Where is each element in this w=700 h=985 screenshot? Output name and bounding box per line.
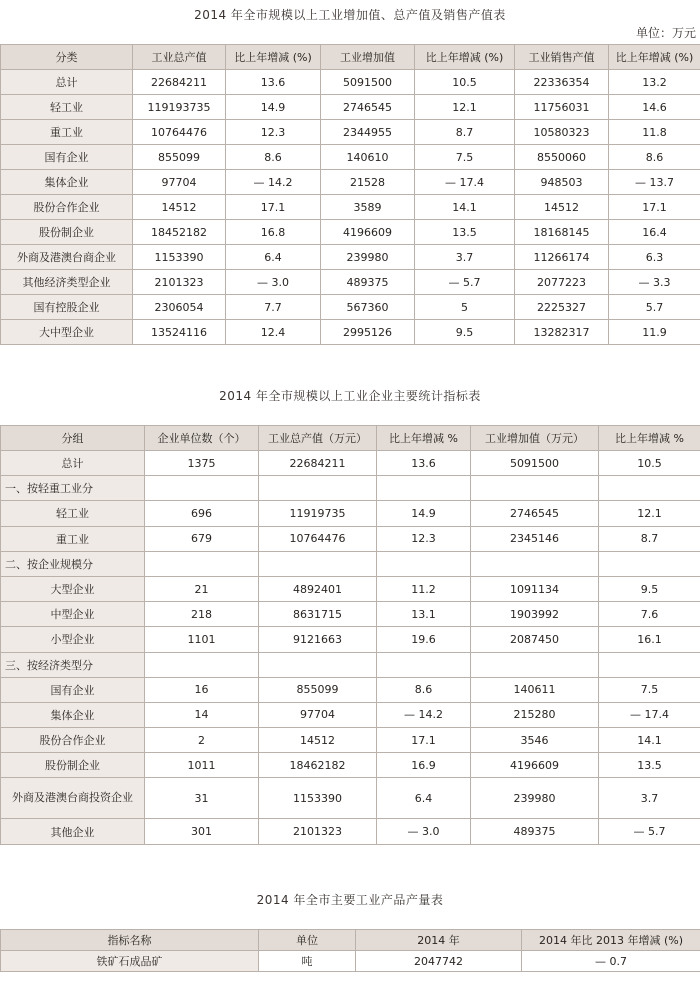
- column-header: 比上年增减 %: [599, 426, 700, 451]
- table-cell: 948503: [515, 170, 609, 195]
- table-cell: 5091500: [321, 70, 415, 95]
- row-label: 国有企业: [1, 145, 133, 170]
- table-cell: 2746545: [321, 95, 415, 120]
- column-header: 指标名称: [1, 930, 259, 951]
- table-row: [1, 145, 700, 170]
- table-cell: — 5.7: [415, 270, 515, 295]
- table-cell: 2225327: [515, 295, 609, 320]
- table-row: [1, 220, 700, 245]
- empty-cell: [599, 476, 700, 501]
- table-cell: 9.5: [599, 576, 700, 601]
- table-cell: 6.4: [226, 245, 321, 270]
- row-label: 股份制企业: [1, 220, 133, 245]
- row-label: 其他企业: [1, 819, 145, 844]
- table-cell: 10764476: [259, 526, 377, 551]
- table-row: [1, 677, 700, 702]
- table-cell: 10.5: [599, 451, 700, 476]
- table-cell: 696: [145, 501, 259, 526]
- column-header: 工业增加值: [321, 45, 415, 70]
- column-header: 比上年增减 (%): [609, 45, 700, 70]
- column-header: 2014 年: [356, 930, 522, 951]
- column-header: 工业销售产值: [515, 45, 609, 70]
- row-label: 中型企业: [1, 602, 145, 627]
- table-cell: 11.2: [377, 576, 471, 601]
- row-label: 铁矿石成品矿: [1, 951, 259, 972]
- table-cell: 2995126: [321, 320, 415, 345]
- table-cell: 7.6: [599, 602, 700, 627]
- table-cell: 14512: [259, 728, 377, 753]
- table-cell: 8.7: [415, 120, 515, 145]
- table-cell: 3.7: [599, 778, 700, 819]
- row-label: 国有控股企业: [1, 295, 133, 320]
- table-cell: 16.9: [377, 753, 471, 778]
- table-row: [1, 245, 700, 270]
- empty-cell: [471, 551, 599, 576]
- table-row: [1, 270, 700, 295]
- table-cell: 4892401: [259, 576, 377, 601]
- table-cell: 18462182: [259, 753, 377, 778]
- table-cell: 301: [145, 819, 259, 844]
- row-label: 外商及港澳台商投资企业: [1, 778, 145, 819]
- table-cell: 16.1: [599, 627, 700, 652]
- table-cell: 17.1: [377, 728, 471, 753]
- table-row: [1, 170, 700, 195]
- table-industrial-output: [0, 44, 700, 345]
- table-cell: 22684211: [133, 70, 226, 95]
- row-label: 国有企业: [1, 677, 145, 702]
- table-cell: 97704: [259, 702, 377, 727]
- table-cell: 9121663: [259, 627, 377, 652]
- empty-cell: [377, 476, 471, 501]
- table-cell: 18452182: [133, 220, 226, 245]
- table-cell: 1375: [145, 451, 259, 476]
- empty-cell: [145, 476, 259, 501]
- table-cell: 239980: [471, 778, 599, 819]
- table-row: [1, 951, 700, 972]
- table-cell: 10764476: [133, 120, 226, 145]
- table-cell: 13.1: [377, 602, 471, 627]
- table-cell: 12.3: [226, 120, 321, 145]
- table-cell: — 14.2: [377, 702, 471, 727]
- table-row: [1, 120, 700, 145]
- table-cell: — 14.2: [226, 170, 321, 195]
- empty-cell: [471, 652, 599, 677]
- section-label: 三、按经济类型分: [1, 652, 145, 677]
- row-label: 总计: [1, 70, 133, 95]
- table-cell: 2: [145, 728, 259, 753]
- table-row: [1, 576, 700, 601]
- table-cell: 13.5: [415, 220, 515, 245]
- section-row: [1, 652, 700, 677]
- table-cell: — 5.7: [599, 819, 700, 844]
- row-label: 轻工业: [1, 95, 133, 120]
- table-cell: 11919735: [259, 501, 377, 526]
- table-cell: 140610: [321, 145, 415, 170]
- table-cell: 2345146: [471, 526, 599, 551]
- table-cell: 97704: [133, 170, 226, 195]
- row-label: 外商及港澳台商企业: [1, 245, 133, 270]
- table1-title: 2014 年全市规模以上工业增加值、总产值及销售产值表: [194, 8, 506, 22]
- table-cell: 2746545: [471, 501, 599, 526]
- row-label: 小型企业: [1, 627, 145, 652]
- row-label: 总计: [1, 451, 145, 476]
- table-cell: 7.5: [599, 677, 700, 702]
- row-label: 股份合作企业: [1, 195, 133, 220]
- table-cell: 14: [145, 702, 259, 727]
- row-label: 股份合作企业: [1, 728, 145, 753]
- table-cell: — 3.3: [609, 270, 700, 295]
- row-label: 重工业: [1, 526, 145, 551]
- table-cell: 218: [145, 602, 259, 627]
- table-cell: 2101323: [133, 270, 226, 295]
- empty-cell: [145, 652, 259, 677]
- table-cell: 855099: [259, 677, 377, 702]
- table-cell: 14512: [515, 195, 609, 220]
- table-cell: 4196609: [471, 753, 599, 778]
- table-cell: 14.6: [609, 95, 700, 120]
- table-cell: 9.5: [415, 320, 515, 345]
- column-header: 工业总产值（万元）: [259, 426, 377, 451]
- column-header: 分组: [1, 426, 145, 451]
- table-cell: 8.7: [599, 526, 700, 551]
- table2-title: 2014 年全市规模以上工业企业主要统计指标表: [219, 389, 481, 403]
- table-cell: 14.9: [377, 501, 471, 526]
- table-row: [1, 602, 700, 627]
- table-cell: 1903992: [471, 602, 599, 627]
- column-header: 单位: [259, 930, 356, 951]
- table-cell: — 3.0: [377, 819, 471, 844]
- table-cell: 3589: [321, 195, 415, 220]
- table-cell: 11756031: [515, 95, 609, 120]
- row-label: 大型企业: [1, 576, 145, 601]
- table-cell: 13.6: [377, 451, 471, 476]
- table-cell: 567360: [321, 295, 415, 320]
- table3-title: 2014 年全市主要工业产品产量表: [256, 893, 444, 907]
- table-row: [1, 295, 700, 320]
- empty-cell: [377, 652, 471, 677]
- table-cell: 22684211: [259, 451, 377, 476]
- table-row: [1, 95, 700, 120]
- table-cell: 12.1: [599, 501, 700, 526]
- column-header: 比上年增减 (%): [226, 45, 321, 70]
- table-cell: 489375: [321, 270, 415, 295]
- section-row: [1, 476, 700, 501]
- empty-cell: [259, 551, 377, 576]
- table-cell: 19.6: [377, 627, 471, 652]
- table-cell: 22336354: [515, 70, 609, 95]
- table-cell: — 0.7: [522, 951, 700, 972]
- table-cell: 1091134: [471, 576, 599, 601]
- table-cell: 1153390: [259, 778, 377, 819]
- table-cell: 10.5: [415, 70, 515, 95]
- table-cell: 10580323: [515, 120, 609, 145]
- table-row: [1, 320, 700, 345]
- table-cell: 8.6: [226, 145, 321, 170]
- table-cell: 2087450: [471, 627, 599, 652]
- empty-cell: [599, 551, 700, 576]
- section-label: 二、按企业规模分: [1, 551, 145, 576]
- table-cell: 679: [145, 526, 259, 551]
- table-row: [1, 70, 700, 95]
- table-row: [1, 526, 700, 551]
- table-cell: 7.7: [226, 295, 321, 320]
- table-row: [1, 451, 700, 476]
- row-label: 大中型企业: [1, 320, 133, 345]
- table-cell: 5.7: [609, 295, 700, 320]
- table-row: [1, 819, 700, 844]
- table-cell: 5091500: [471, 451, 599, 476]
- table-cell: 8631715: [259, 602, 377, 627]
- table-row: [1, 753, 700, 778]
- table-cell: 2306054: [133, 295, 226, 320]
- table-cell: — 13.7: [609, 170, 700, 195]
- table-enterprise-indicators: [0, 425, 700, 845]
- row-label: 其他经济类型企业: [1, 270, 133, 295]
- table-cell: 11.8: [609, 120, 700, 145]
- table-row: [1, 778, 700, 819]
- table-cell: 8.6: [609, 145, 700, 170]
- table-cell: 215280: [471, 702, 599, 727]
- table-cell: 14.1: [415, 195, 515, 220]
- row-label: 轻工业: [1, 501, 145, 526]
- table-cell: 12.3: [377, 526, 471, 551]
- table-cell: 14512: [133, 195, 226, 220]
- table-cell: 13.5: [599, 753, 700, 778]
- empty-cell: [471, 476, 599, 501]
- table-cell: 18168145: [515, 220, 609, 245]
- row-label: 重工业: [1, 120, 133, 145]
- table-cell: 14.1: [599, 728, 700, 753]
- table-cell: 3.7: [415, 245, 515, 270]
- row-label: 集体企业: [1, 702, 145, 727]
- table-cell: 3546: [471, 728, 599, 753]
- table-cell: 12.1: [415, 95, 515, 120]
- table-cell: 13524116: [133, 320, 226, 345]
- table-cell: 855099: [133, 145, 226, 170]
- table-cell: 1153390: [133, 245, 226, 270]
- table-cell: 16.8: [226, 220, 321, 245]
- table-cell: 2101323: [259, 819, 377, 844]
- table-cell: 8.6: [377, 677, 471, 702]
- section-row: [1, 551, 700, 576]
- table-row: [1, 728, 700, 753]
- table-cell: 1011: [145, 753, 259, 778]
- table-cell: 13282317: [515, 320, 609, 345]
- table1-unit: 单位：万元: [635, 26, 696, 40]
- row-label: 集体企业: [1, 170, 133, 195]
- table-cell: 5: [415, 295, 515, 320]
- table-cell: 31: [145, 778, 259, 819]
- table-product-output: [0, 929, 700, 972]
- table-cell: 16.4: [609, 220, 700, 245]
- table-cell: 119193735: [133, 95, 226, 120]
- table-cell: 6.3: [609, 245, 700, 270]
- column-header: 工业总产值: [133, 45, 226, 70]
- table-cell: 2344955: [321, 120, 415, 145]
- column-header: 比上年增减 (%): [415, 45, 515, 70]
- row-label: 股份制企业: [1, 753, 145, 778]
- empty-cell: [599, 652, 700, 677]
- table-cell: 21: [145, 576, 259, 601]
- table-row: [1, 702, 700, 727]
- table-cell: 2077223: [515, 270, 609, 295]
- column-header: 工业增加值（万元）: [471, 426, 599, 451]
- table-row: [1, 627, 700, 652]
- table-cell: 13.6: [226, 70, 321, 95]
- table-cell: 21528: [321, 170, 415, 195]
- table-cell: 16: [145, 677, 259, 702]
- table-row: [1, 501, 700, 526]
- table-cell: — 3.0: [226, 270, 321, 295]
- section-label: 一、按轻重工业分: [1, 476, 145, 501]
- table-cell: 11266174: [515, 245, 609, 270]
- table-cell: 1101: [145, 627, 259, 652]
- empty-cell: [259, 476, 377, 501]
- table-cell: 239980: [321, 245, 415, 270]
- table-cell: 489375: [471, 819, 599, 844]
- empty-cell: [259, 652, 377, 677]
- column-header: 2014 年比 2013 年增减 (%): [522, 930, 700, 951]
- table-cell: 11.9: [609, 320, 700, 345]
- table-cell: — 17.4: [415, 170, 515, 195]
- table-cell: 12.4: [226, 320, 321, 345]
- table-cell: — 17.4: [599, 702, 700, 727]
- table-cell: 7.5: [415, 145, 515, 170]
- table-cell: 8550060: [515, 145, 609, 170]
- table-cell: 17.1: [226, 195, 321, 220]
- table-row: [1, 195, 700, 220]
- table-cell: 吨: [259, 951, 356, 972]
- table-cell: 4196609: [321, 220, 415, 245]
- empty-cell: [377, 551, 471, 576]
- table-cell: 140611: [471, 677, 599, 702]
- table-cell: 6.4: [377, 778, 471, 819]
- table-cell: 17.1: [609, 195, 700, 220]
- table-cell: 14.9: [226, 95, 321, 120]
- table-cell: 13.2: [609, 70, 700, 95]
- column-header: 企业单位数（个）: [145, 426, 259, 451]
- table-cell: 2047742: [356, 951, 522, 972]
- column-header: 分类: [1, 45, 133, 70]
- column-header: 比上年增减 %: [377, 426, 471, 451]
- empty-cell: [145, 551, 259, 576]
